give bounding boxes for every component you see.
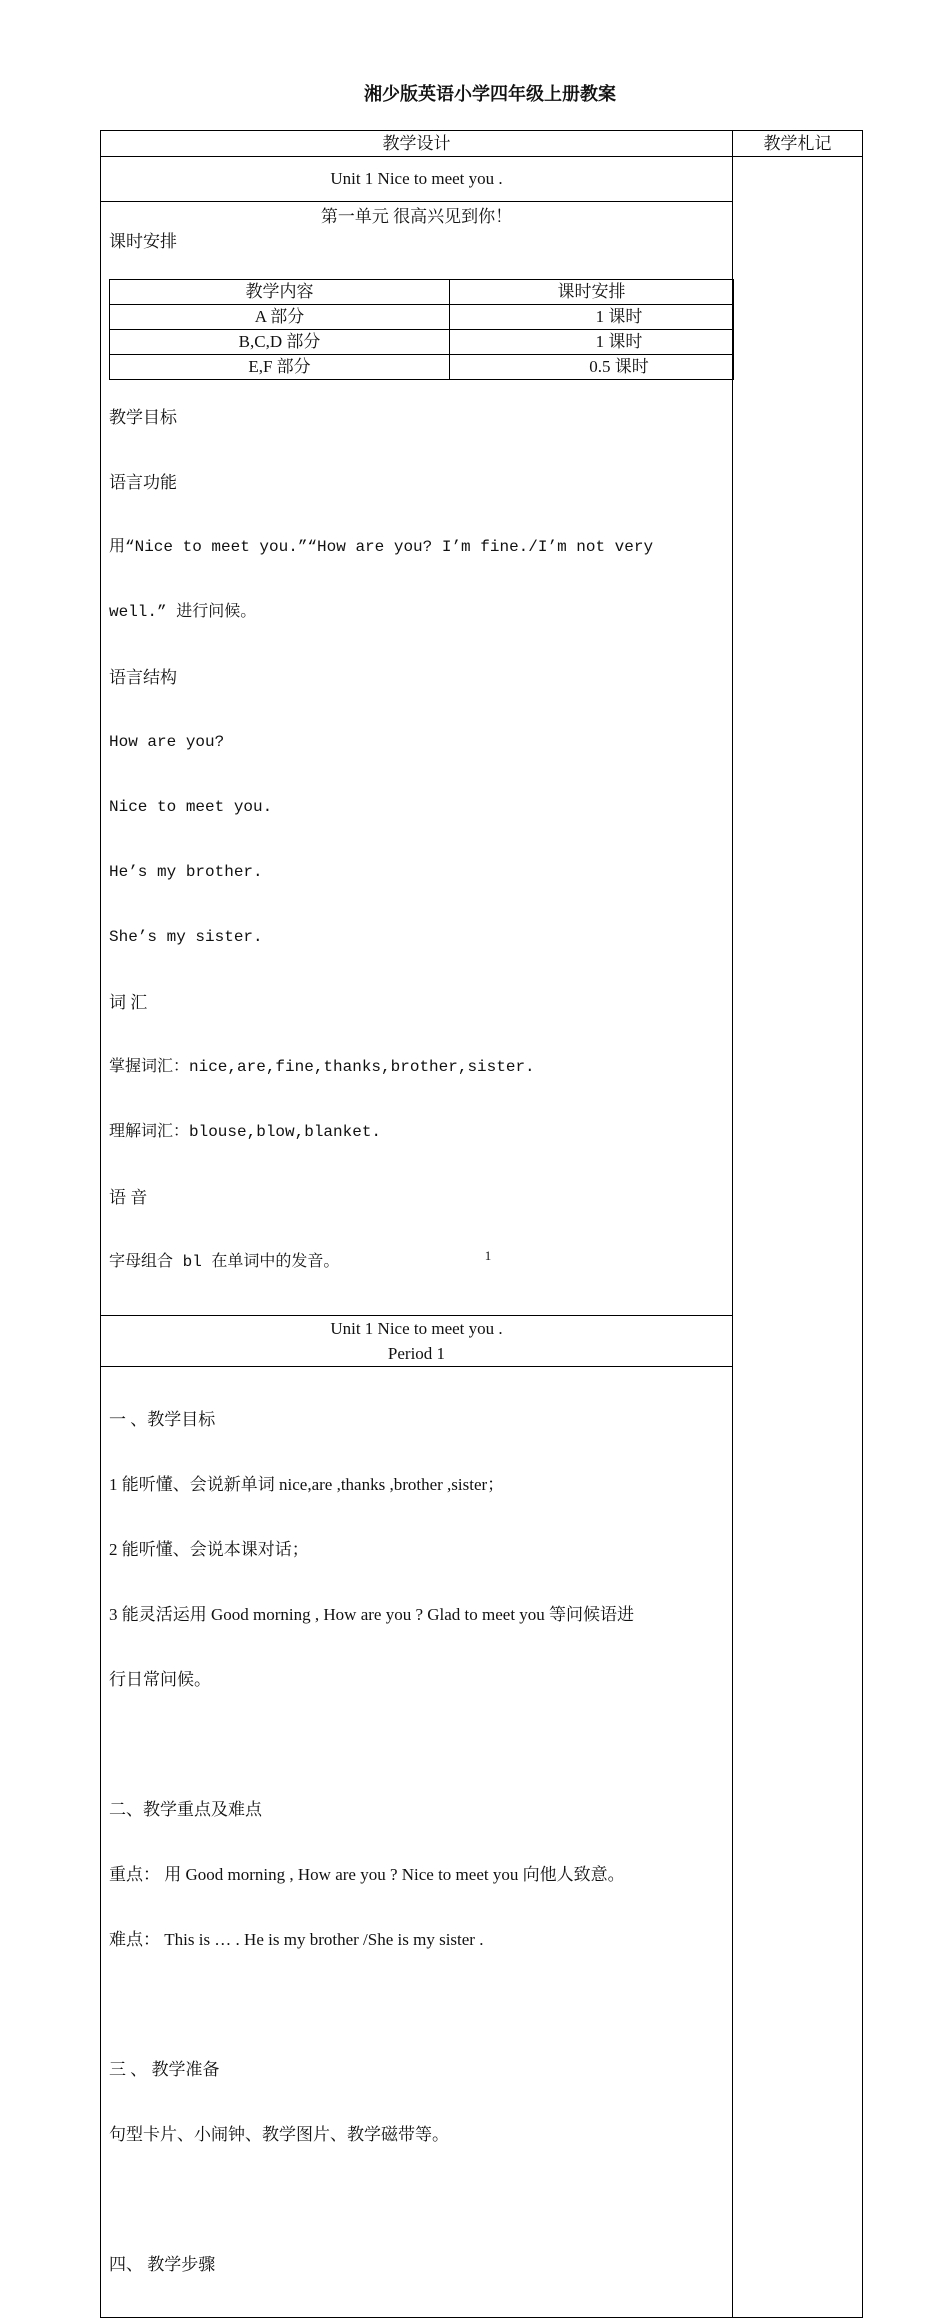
table-row: B,C,D 部分 1 课时: [110, 330, 734, 355]
document-title: 湘少版英语小学四年级上册教案: [364, 84, 616, 104]
notes-column: [733, 157, 863, 2318]
section-4-heading: 四、 教学步骤: [109, 2255, 216, 2274]
header-notes: 教学札记: [733, 131, 863, 157]
section-1-heading: 一 、教学目标: [109, 1410, 216, 1429]
objectives-list: 语言功能 用“Nice to meet you.”“How are you? I’m fine./I’m not very well.” 进行问候。 语言结构 How are you? Nice to meet you. He’s my brother. She’s my sister. 词 汇 掌握词汇：nice,are,fine,thanks,brother,sister. 理解词汇：blouse,blow,blanket. 语 音 字母组合 bl 在单词中的发音。: [109, 473, 654, 1271]
objectives-heading: 教学目标: [109, 408, 177, 427]
header-design: 教学设计: [101, 131, 733, 157]
period-header-cell: [101, 1316, 733, 1367]
schedule-header-content: 教学内容: [110, 280, 450, 305]
period-label: Period 1: [387, 1344, 446, 1363]
section-2-heading: 二、教学重点及难点: [109, 1800, 262, 1819]
section-3-heading: 三 、 教学准备: [109, 2060, 220, 2079]
unit-title: Unit 1 Nice to meet you .: [101, 157, 733, 202]
table-row: A 部分 1 课时: [110, 305, 734, 330]
lesson-plan-table: [100, 130, 863, 2318]
schedule-label: 课时安排: [109, 232, 177, 251]
period-unit-title: Unit 1 Nice to meet you .: [330, 1319, 503, 1338]
schedule-table: [109, 279, 734, 380]
schedule-header-hours: 课时安排: [450, 280, 734, 305]
overview-cell: [101, 202, 733, 1316]
unit-chinese-title: 第一单元 很高兴见到你！: [320, 207, 513, 226]
period-content-cell: 一 、教学目标 1 能听懂、会说新单词 nice,are ,thanks ,brother ,sister； 2 能听懂、会说本课对话； 3 能灵活运用 Good morning , How are you ? Glad to meet you 等问候语进 行日常问候。 二、教学重点及难点 重点： 用 Good morning , How are you ? Nice to meet you 向他人致意。 难点： This is … . He is my brother /She is my sister . 三 、 教学准备 句型卡片、小闹钟、教学图片、教学磁带等。 四、 教学步骤: [101, 1367, 733, 2318]
table-row: E,F 部分 0.5 课时: [110, 355, 734, 380]
page-number: 1: [484, 1248, 492, 1263]
